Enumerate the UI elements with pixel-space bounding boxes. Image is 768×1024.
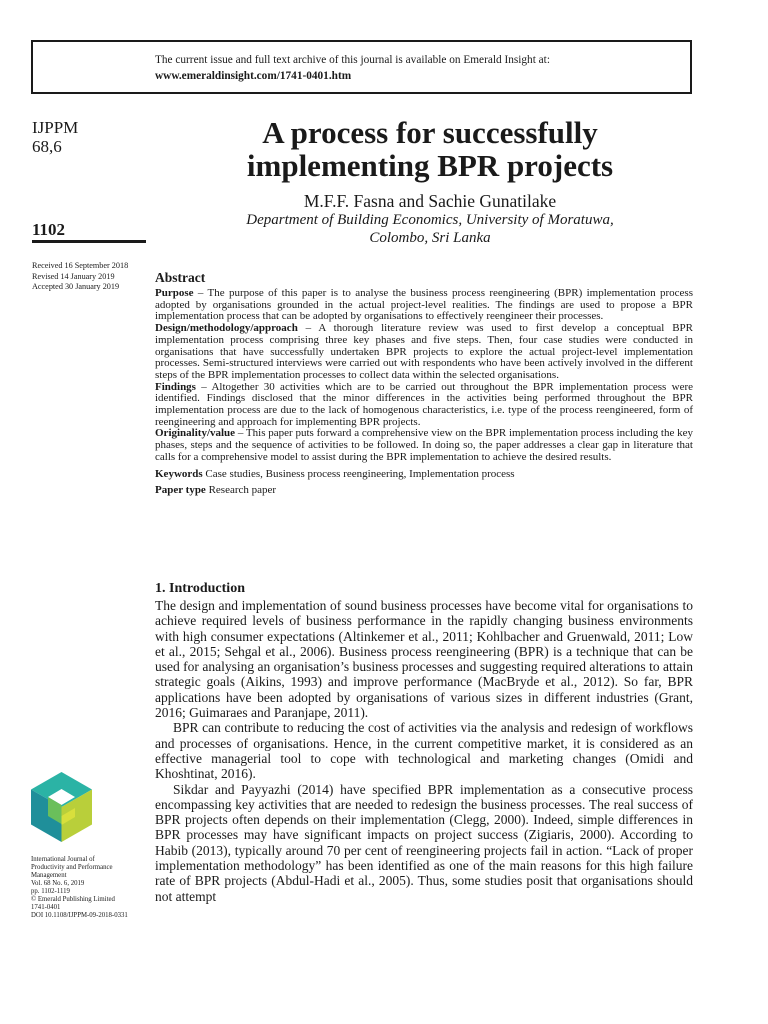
abstract-section: [155, 270, 693, 497]
cite-doi: DOI 10.1108/IJPPM-09-2018-0331: [31, 912, 128, 919]
cite-journal-line-2: Productivity and Performance: [31, 864, 113, 871]
paper-type: [155, 484, 693, 497]
archive-notice-box: [31, 40, 692, 94]
keywords: [155, 468, 693, 481]
paper-type-text: Research paper: [205, 483, 277, 496]
page-number: 1102: [32, 220, 66, 239]
originality-label: Originality/value: [155, 427, 236, 440]
received-date: Received 16 September 2018: [32, 261, 129, 270]
accepted-date: Accepted 30 January 2019: [32, 282, 120, 292]
body-paragraph: The design and implementation of sound business processes have become vital for organisations to achieve required levels of business performance in the rapidly changing business environments with high consumer expectations (Altinkemer et al., 2011; Kohlbacher and Gruenwald, 2011; Low et al., 2015; Sehgal et al., 2006). Business process reengineering (BPR) is a technique that can be used for analysing an organisation’s business processes and suggesting required alterations to attain strategic goals (Aikins, 1993) and improve performance (MacBryde et al., 2012). So far, BPR applications have been adopted by organisations of various sizes in different industries (Grant, 2016; Guimaraes and Paranjape, 2011).: [155, 598, 693, 721]
submission-dates: [32, 261, 128, 293]
page-number-rule: [32, 240, 146, 243]
abstract-findings: [155, 382, 693, 429]
cite-journal-line-3: Management: [31, 872, 67, 879]
cite-journal-line-1: International Journal of: [31, 856, 95, 863]
journal-abbrev: IJPPM: [32, 118, 79, 137]
revised-date: Revised 14 January 2019: [32, 271, 115, 281]
keywords-label: Keywords: [155, 467, 203, 480]
findings-label: Findings: [155, 380, 196, 393]
design-text: – A thorough literature review was used to first develop a conceptual BPR implementation process comprising three key phases and five steps. Then, four case studies were conducted in organisations that have successfully undertaken BPR projects to explore the actual project-level implementation processes. Semi-structured interviews were carried out with respondents who have been actively involved in the different steps of the BPR implementation processes to collect data within the selected organisations.: [155, 322, 693, 381]
keywords-text: Case studies, Business process reengineering, Implementation process: [202, 467, 515, 480]
purpose-label: Purpose: [155, 287, 194, 299]
paper-type-label: Paper type: [155, 483, 206, 496]
purpose-text: – The purpose of this paper is to analyse the business process reengineering (BPR) implementation process adopted by organisations grounded in the actual project-level realities. The findings are used to propose a BPR implementation process that can be adopted by organisations to effectively reengineer their processes.: [155, 287, 693, 323]
paper-title: [150, 116, 710, 182]
design-label: Design/methodology/approach: [155, 322, 298, 335]
abstract-originality: [155, 428, 693, 463]
body-text: [155, 580, 693, 904]
affiliation: [150, 211, 710, 247]
cite-copyright: © Emerald Publishing Limited: [31, 896, 115, 903]
title-line-1: A process for successfully: [262, 115, 598, 150]
cite-pages: pp. 1102-1119: [31, 888, 70, 895]
emerald-logo-icon: [31, 772, 92, 842]
title-line-2: implementing BPR projects: [246, 148, 614, 183]
body-paragraph: BPR can contribute to reducing the cost of activities via the analysis and redesign of workflows and processes of organisations. Hence, in the current competitive market, it is considered as an effective managerial tool to cope with technological and marketing changes (Omidi and Khoshtinat, 2016).: [155, 720, 693, 782]
body-paragraph: Sikdar and Payyazhi (2014) have specified BPR implementation as a consecutive process encompassing key activities that are needed to redesign the business processes. The real success of BPR projects often depends on their implementation (Clegg, 2000). Indeed, simple differences in BPR processes may have significant impacts on project success (Zigiaris, 2000). According to Habib (2013), typically around 70 per cent of reengineering projects fail in action. “Lack of proper implementation methodology” has been identified as one of the main reasons for this high failure rate of BPR projects (Abdul-Hadi et al., 2005). Thus, some studies posit that organisations should not attempt: [155, 781, 693, 904]
cite-issn: 1741-0401: [31, 904, 61, 911]
findings-text: – Altogether 30 activities which are to be carried out throughout the BPR implementation process were identified. Findings disclosed that the minor differences in the activities being performed throughout the BPR implementation process are due to the lack of homogenous characteristics, i.e. type of the process reengineered, form of reengineering and approach for implementing BPR projects.: [155, 380, 693, 428]
archive-url-link[interactable]: www.emeraldinsight.com/1741-0401.htm: [155, 70, 352, 82]
journal-volume: 68,6: [32, 137, 62, 156]
authors: M.F.F. Fasna and Sachie Gunatilake: [303, 191, 557, 211]
citation-info: [31, 856, 146, 920]
affiliation-line-2: Colombo, Sri Lanka: [369, 230, 491, 246]
abstract-heading: Abstract: [155, 270, 206, 285]
section-heading-introduction: 1. Introduction: [155, 581, 245, 596]
cite-volume: Vol. 68 No. 6, 2019: [31, 880, 85, 887]
abstract-design: [155, 323, 693, 382]
abstract-purpose: [155, 288, 693, 323]
originality-text: – This paper puts forward a comprehensive view on the BPR implementation process including the key phases, steps and the sequence of activities to be followed. In doing so, the paper addresses a clear gap in literature that calls for a comprehensive model to assist during the BPR implementation to achieve the desired results.: [155, 427, 693, 463]
archive-notice-text: The current issue and full text archive of this journal is available on Emerald Insight at:: [155, 54, 550, 66]
affiliation-line-1: Department of Building Economics, University of Moratuwa,: [246, 212, 614, 228]
journal-code: [32, 118, 78, 156]
